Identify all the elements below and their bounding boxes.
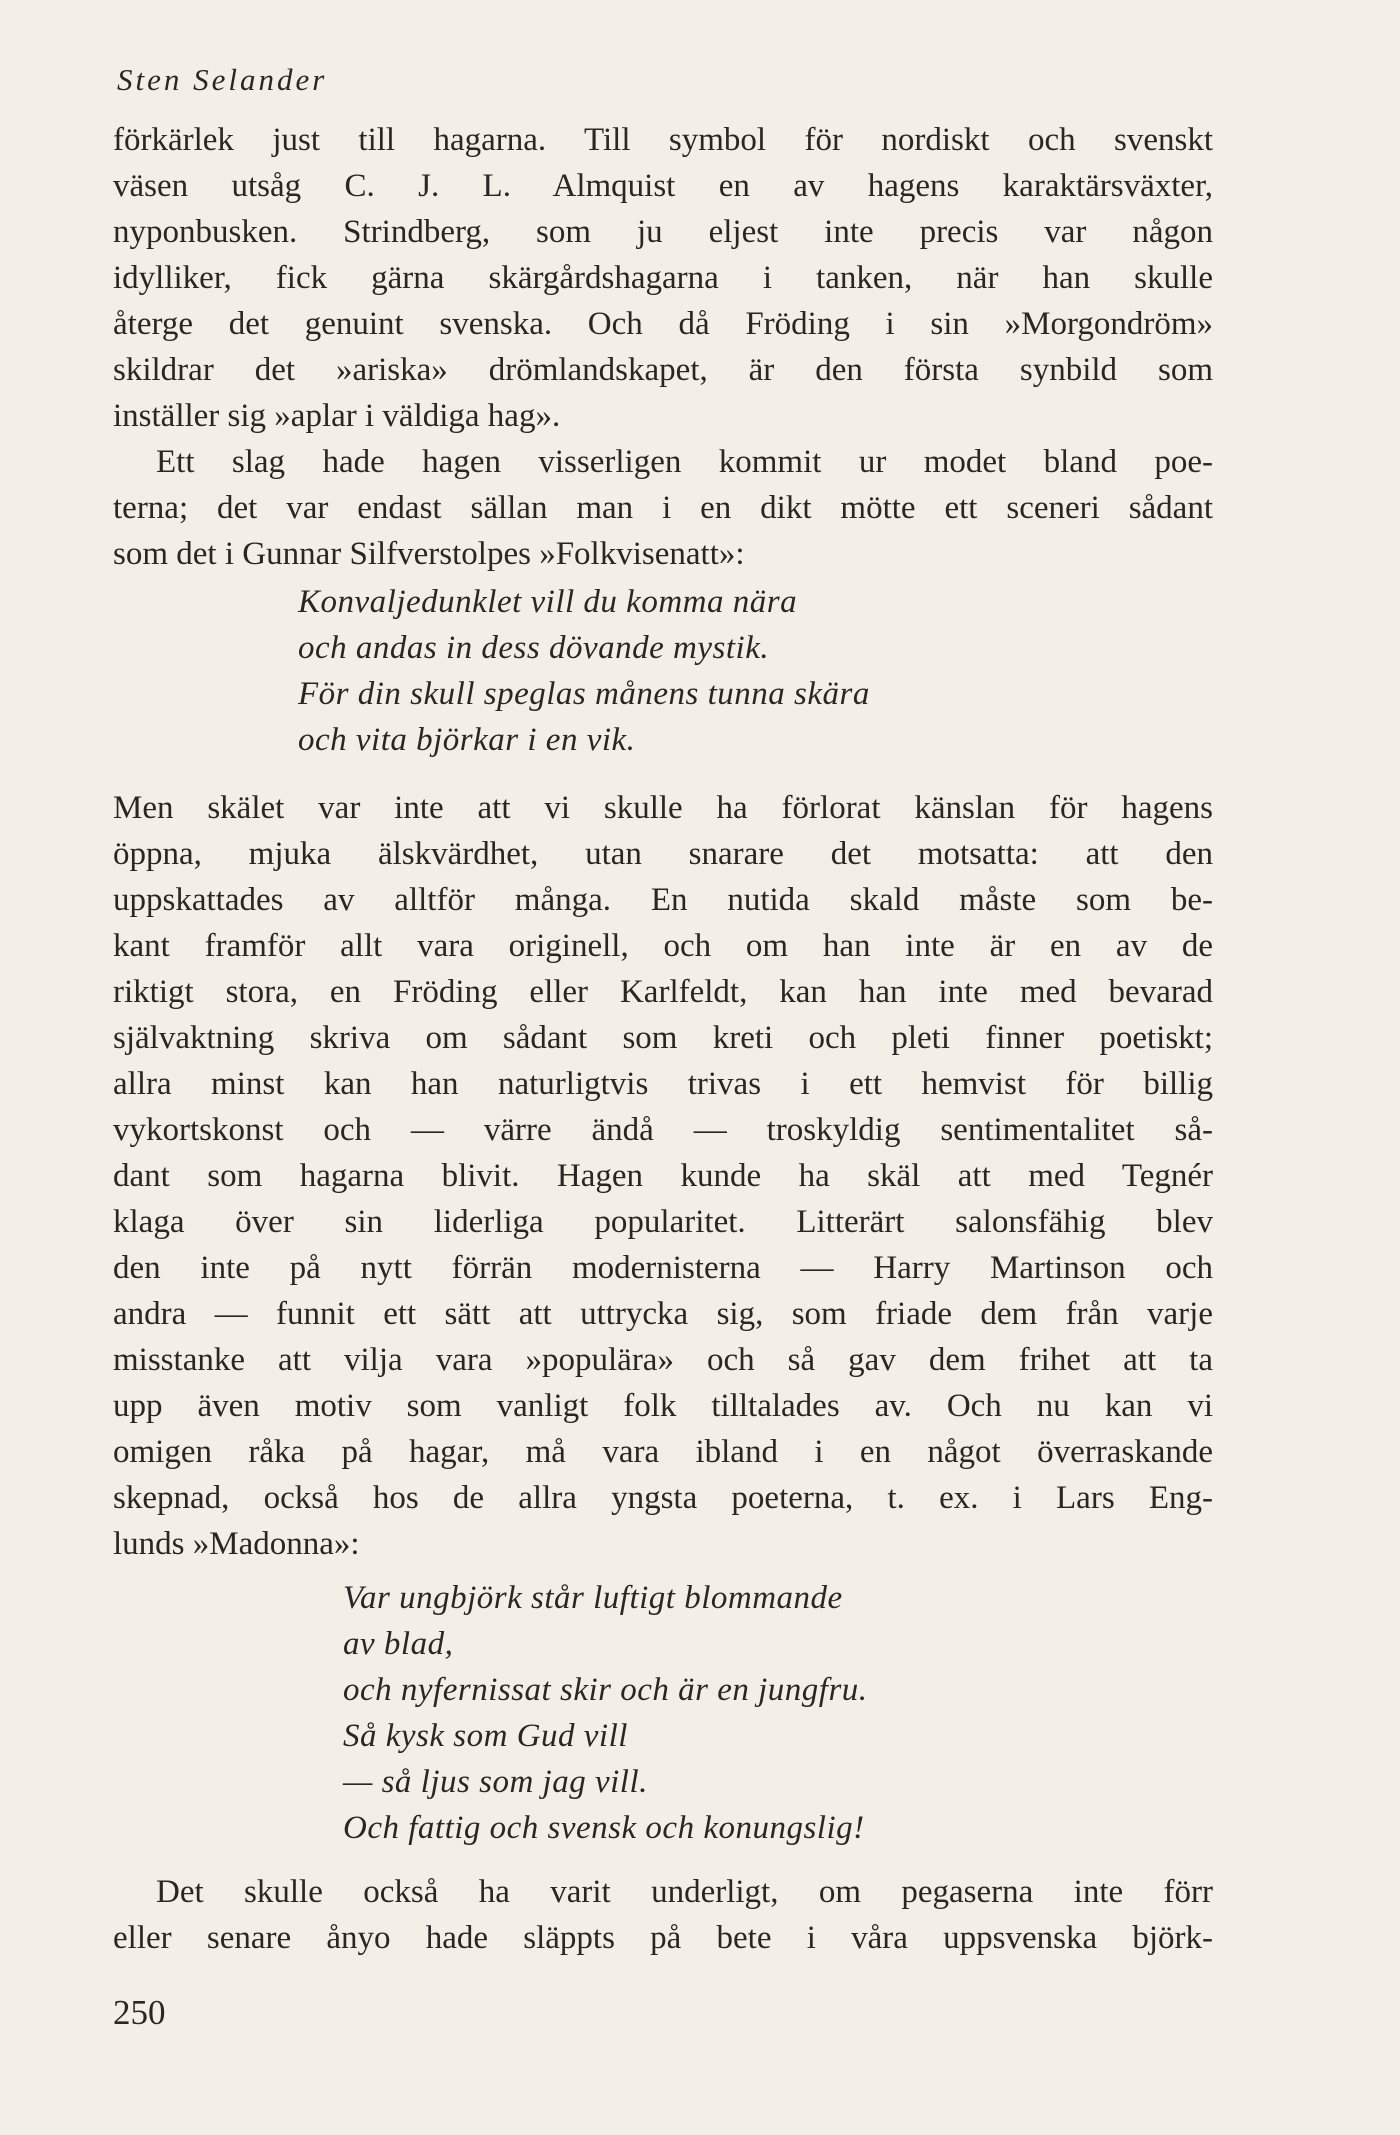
text-line: Ett slag hade hagen visserligen kommit ur modet bland poe-: [156, 444, 1213, 480]
text-line: omigen råka på hagar, må vara ibland i en något överraskande: [113, 1434, 1213, 1470]
verse-line: Och fattig och svensk och konungslig!: [343, 1810, 865, 1846]
paragraph: [113, 1869, 1213, 1961]
body-text: [113, 117, 1213, 1961]
verse-line: Konvaljedunklet vill du komma nära: [298, 584, 798, 620]
text-line: återge det genuint svenska. Och då Fröding i sin »Morgondröm»: [113, 306, 1213, 342]
text-line: den inte på nytt förrän modernisterna — Harry Martinson och: [113, 1250, 1213, 1286]
verse-line: Var ungbjörk står luftigt blommande: [343, 1580, 843, 1616]
text-line: väsen utsåg C. J. L. Almquist en av hagens karaktärsväxter,: [113, 168, 1213, 204]
text-line: klaga över sin liderliga popularitet. Litterärt salonsfähig blev: [113, 1204, 1213, 1240]
text-line: misstanke att vilja vara »populära» och så gav dem frihet att ta: [113, 1342, 1213, 1378]
text-line: uppskattades av alltför många. En nutida skald måste som be-: [113, 882, 1213, 918]
text-line: idylliker, fick gärna skärgårdshagarna i tanken, när han skulle: [113, 260, 1213, 296]
text-line: självaktning skriva om sådant som kreti och pleti finner poetiskt;: [113, 1020, 1213, 1056]
verse-quote: [113, 1575, 1213, 1851]
text-line: inställer sig »aplar i väldiga hag».: [113, 398, 561, 434]
text-line: allra minst kan han naturligtvis trivas i ett hemvist för billig: [113, 1066, 1213, 1102]
page-number: 250: [113, 1993, 166, 2032]
text-line: riktigt stora, en Fröding eller Karlfeldt, kan han inte med bevarad: [113, 974, 1213, 1010]
text-line: andra — funnit ett sätt att uttrycka sig, som friade dem från varje: [113, 1296, 1213, 1332]
text-line: Det skulle också ha varit underligt, om pegaserna inte förr: [156, 1874, 1213, 1910]
verse-line: och vita björkar i en vik.: [298, 722, 636, 758]
paragraph: [113, 117, 1213, 439]
text-line: dant som hagarna blivit. Hagen kunde ha skäl att med Tegnér: [113, 1158, 1213, 1194]
verse-quote: [113, 579, 1213, 763]
running-head: Sten Selander: [117, 62, 328, 97]
text-line: terna; det var endast sällan man i en dikt mötte ett sceneri sådant: [113, 490, 1213, 526]
text-line: kant framför allt vara originell, och om han inte är en av de: [113, 928, 1213, 964]
text-line: som det i Gunnar Silfverstolpes »Folkvisenatt»:: [113, 536, 745, 572]
verse-line: av blad,: [343, 1626, 454, 1662]
verse-line: För din skull speglas månens tunna skära: [298, 676, 870, 712]
text-line: förkärlek just till hagarna. Till symbol för nordiskt och svenskt: [113, 122, 1213, 158]
text-line: öppna, mjuka älskvärdhet, utan snarare det motsatta: att den: [113, 836, 1213, 872]
verse-line: — så ljus som jag vill.: [343, 1764, 648, 1800]
verse-line: och nyfernissat skir och är en jungfru.: [343, 1672, 868, 1708]
text-line: skepnad, också hos de allra yngsta poeterna, t. ex. i Lars Eng-: [113, 1480, 1213, 1516]
text-line: vykortskonst och — värre ändå — troskyldig sentimentalitet så-: [113, 1112, 1213, 1148]
verse-line: Så kysk som Gud vill: [343, 1718, 628, 1754]
verse-line: och andas in dess dövande mystik.: [298, 630, 770, 666]
paragraph: [113, 785, 1213, 1567]
text-line: upp även motiv som vanligt folk tilltalades av. Och nu kan vi: [113, 1388, 1213, 1424]
text-line: eller senare ånyo hade släppts på bete i våra uppsvenska björk-: [113, 1920, 1213, 1956]
text-line: nyponbusken. Strindberg, som ju eljest inte precis var någon: [113, 214, 1213, 250]
text-line: lunds »Madonna»:: [113, 1526, 360, 1562]
text-line: Men skälet var inte att vi skulle ha förlorat känslan för hagens: [113, 790, 1213, 826]
text-line: skildrar det »ariska» drömlandskapet, är den första synbild som: [113, 352, 1213, 388]
paragraph: [113, 439, 1213, 577]
